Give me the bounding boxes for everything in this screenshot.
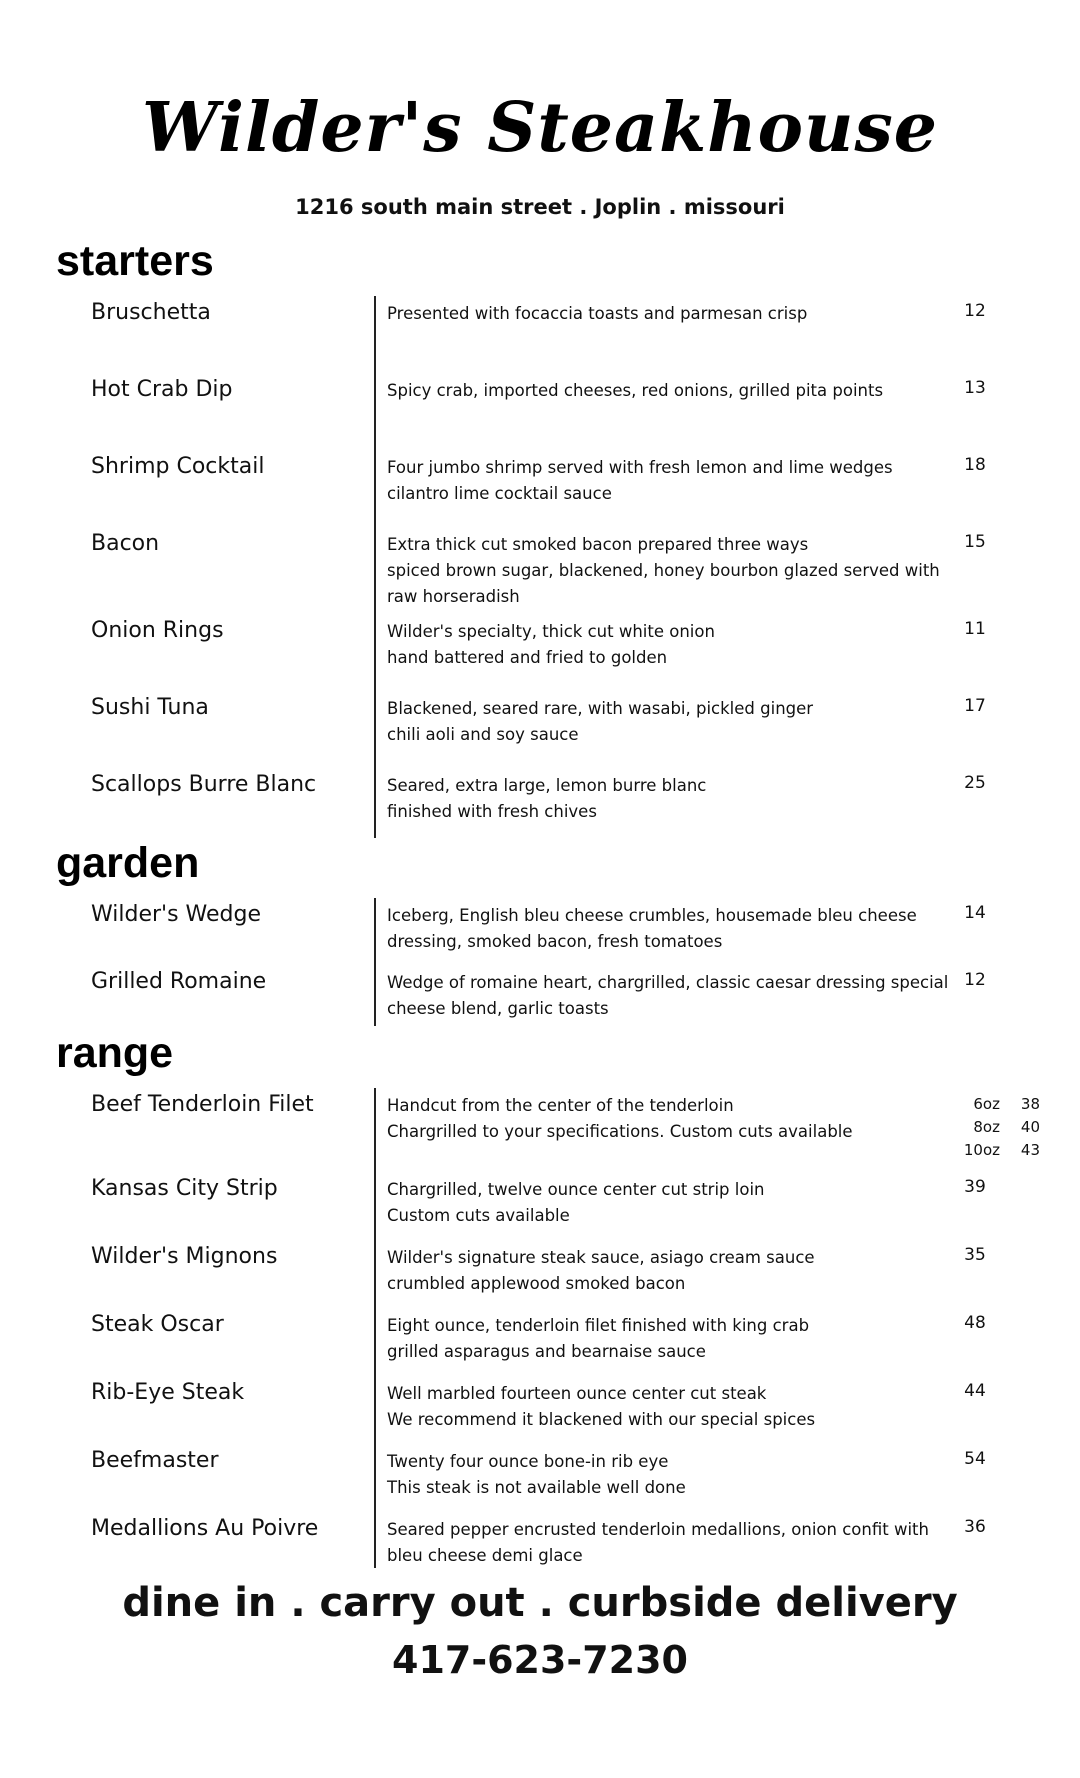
item-description: Presented with focaccia toasts and parmesan crisp xyxy=(387,304,808,323)
section-heading-starters: starters xyxy=(56,237,214,285)
item-description: Wilder's signature steak sauce, asiago cream sauce crumbled applewood smoked bacon xyxy=(387,1248,815,1293)
item-price: 36 xyxy=(964,1517,986,1537)
section-heading-range: range xyxy=(56,1029,174,1077)
item-name: Shrimp Cocktail xyxy=(91,454,265,479)
item-description: Extra thick cut smoked bacon prepared three ways spiced brown sugar, blackened, honey bourbon glazed served with raw horseradish xyxy=(387,535,940,606)
item-price: 11 xyxy=(964,619,986,639)
item-price: 15 xyxy=(964,532,986,552)
item-name: Rib-Eye Steak xyxy=(91,1380,245,1405)
restaurant-address: 1216 south main street . Joplin . missouri xyxy=(295,195,785,219)
item-price: 44 xyxy=(964,1381,986,1401)
item-name: Steak Oscar xyxy=(91,1312,224,1337)
item-description: Wedge of romaine heart, chargrilled, classic caesar dressing special cheese blend, garlic toasts xyxy=(387,973,949,1018)
item-description: Seared, extra large, lemon burre blanc finished with fresh chives xyxy=(387,776,707,821)
item-name: Bacon xyxy=(91,531,160,556)
item-name: Wilder's Mignons xyxy=(91,1244,278,1269)
item-name: Grilled Romaine xyxy=(91,969,267,994)
item-price: 13 xyxy=(964,378,986,398)
item-price: 48 xyxy=(964,1313,986,1333)
item-price: 35 xyxy=(964,1245,986,1265)
item-description: Iceberg, English bleu cheese crumbles, housemade bleu cheese dressing, smoked bacon, fresh tomatoes xyxy=(387,906,917,951)
item-description: Seared pepper encrusted tenderloin medallions, onion confit with bleu cheese demi glace xyxy=(387,1520,929,1565)
item-description: Spicy crab, imported cheeses, red onions, grilled pita points xyxy=(387,381,884,400)
item-description: Wilder's specialty, thick cut white onion hand battered and fried to golden xyxy=(387,622,715,667)
item-price: 18 xyxy=(964,455,986,475)
item-name: Kansas City Strip xyxy=(91,1176,278,1201)
item-price: 12 xyxy=(964,970,986,990)
size-price-row: 6oz 38 xyxy=(973,1095,1040,1113)
item-name: Hot Crab Dip xyxy=(91,377,233,402)
item-name: Wilder's Wedge xyxy=(91,902,262,927)
service-options: dine in . carry out . curbside delivery xyxy=(122,1580,958,1626)
restaurant-title: Wilder's Steakhouse xyxy=(142,88,938,168)
item-name: Bruschetta xyxy=(91,300,211,325)
item-price: 39 xyxy=(964,1177,986,1197)
item-name: Onion Rings xyxy=(91,618,224,643)
item-price: 25 xyxy=(964,773,986,793)
item-description: Chargrilled, twelve ounce center cut strip loin Custom cuts available xyxy=(387,1180,765,1225)
item-description: Well marbled fourteen ounce center cut steak We recommend it blackened with our special spices xyxy=(387,1384,816,1429)
item-name: Scallops Burre Blanc xyxy=(91,772,317,797)
section-divider-range xyxy=(374,1088,376,1568)
item-price: 14 xyxy=(964,903,986,923)
item-description: Blackened, seared rare, with wasabi, pickled ginger chili aoli and soy sauce xyxy=(387,699,814,744)
item-name: Sushi Tuna xyxy=(91,695,209,720)
size-price-list xyxy=(940,1093,1040,1162)
section-divider-starters xyxy=(374,296,376,838)
item-name: Beef Tenderloin Filet xyxy=(91,1092,314,1117)
item-price: 54 xyxy=(964,1449,986,1469)
size-price-row: 10oz 43 xyxy=(963,1141,1040,1159)
item-price: 17 xyxy=(964,696,986,716)
section-divider-garden xyxy=(374,898,376,1026)
section-heading-garden: garden xyxy=(56,839,200,887)
item-name: Beefmaster xyxy=(91,1448,219,1473)
item-description: Eight ounce, tenderloin filet finished with king crab grilled asparagus and bearnaise sauce xyxy=(387,1316,810,1361)
size-price-row: 8oz 40 xyxy=(973,1118,1040,1136)
item-price: 12 xyxy=(964,301,986,321)
item-name: Medallions Au Poivre xyxy=(91,1516,319,1541)
item-description: Handcut from the center of the tenderloin Chargrilled to your specifications. Custom cuts available xyxy=(387,1096,853,1141)
item-description: Four jumbo shrimp served with fresh lemon and lime wedges cilantro lime cocktail sauce xyxy=(387,458,893,503)
phone-number[interactable]: 417-623-7230 xyxy=(392,1638,688,1682)
item-description: Twenty four ounce bone-in rib eye This steak is not available well done xyxy=(387,1452,686,1497)
